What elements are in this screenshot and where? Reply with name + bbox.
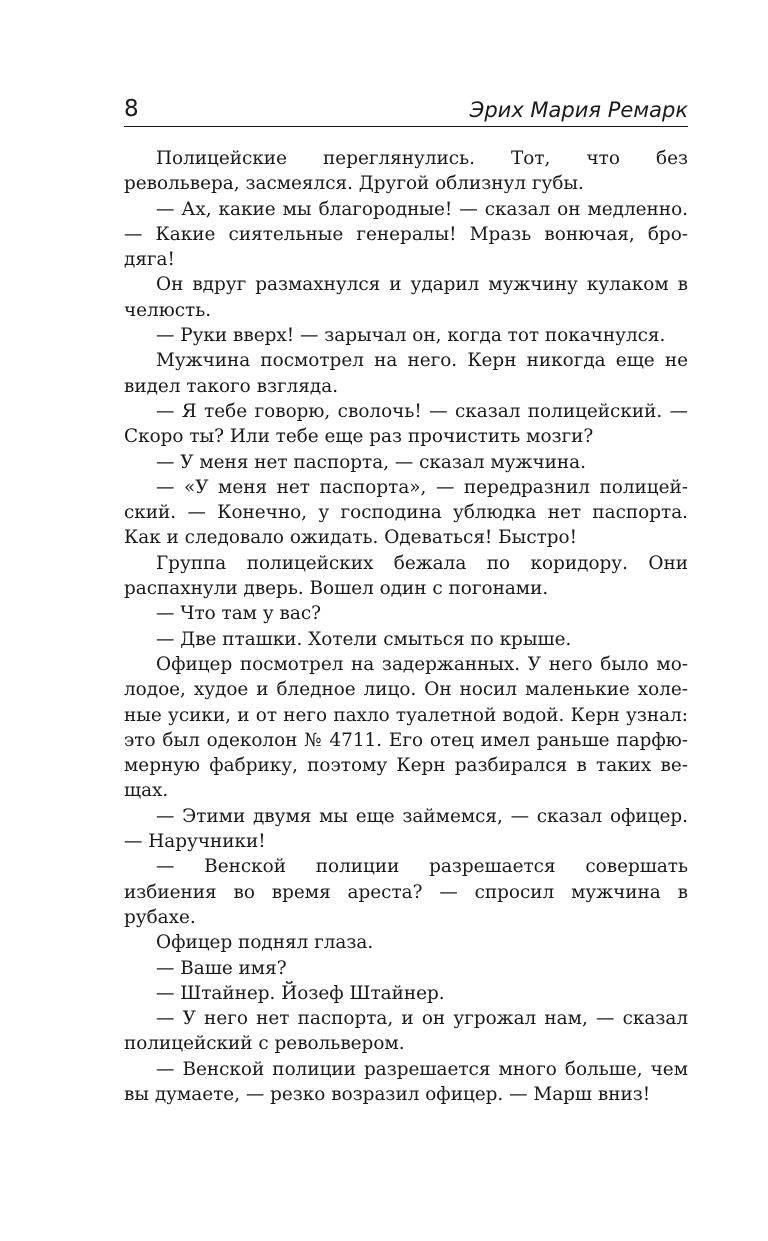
paragraph: Он вдруг размахнулся и ударил мужчину кулаком в челюсть.: [124, 274, 688, 321]
paragraph: — Ах, какие мы благородные! — сказал он медленно. — Какие сиятельные генералы! Мразь вонючая, бродяга!: [124, 198, 688, 271]
paragraph: — У меня нет паспорта, — сказал мужчина.: [156, 451, 586, 473]
paragraph: — «У меня нет паспорта», — передразнил полицейский. — Конечно, у господина ублюдка нет паспорта. Как и следовало ожидать. Одеваться! Быстро!: [124, 476, 688, 549]
paragraph: Полицейские переглянулись. Тот, что без револьвера, засмеялся. Другой облизнул губы.: [124, 148, 688, 195]
paragraph: — Венской полиции разрешается совершать избиения во время ареста? — спросил мужчина в рубахе.: [124, 856, 688, 928]
running-head: [124, 88, 688, 127]
paragraph: Офицер поднял глаза.: [156, 932, 374, 954]
paragraph: — Я тебе говорю, сволочь! — сказал полицейский. — Скоро ты? Или тебе еще раз прочистить мозги?: [124, 400, 688, 448]
paragraph: Мужчина посмотрел на него. Керн никогда еще не видел такого взгляда.: [124, 350, 688, 397]
paragraph: — Венской полиции разрешается много больше, чем вы думаете, — резко возразил офицер. — Марш вниз!: [124, 1058, 688, 1105]
paragraph: Группа полицейских бежала по коридору. Они распахнули дверь. Вошел один с погонами.: [124, 552, 688, 600]
paragraph: — Этими двумя мы еще займемся, — сказал офицер. — Наручники!: [124, 805, 688, 853]
paragraph: — Что там у вас?: [156, 603, 321, 625]
body-text: [124, 146, 688, 1107]
paragraph: — У него нет паспорта, и он угрожал нам, — сказал полицейский с револьвером.: [124, 1008, 688, 1055]
page-number: 8: [124, 96, 139, 122]
author-name: Эрих Мария Ремарк: [469, 98, 688, 122]
paragraph: — Две пташки. Хотели смыться по крыше.: [156, 628, 572, 650]
paragraph: — Руки вверх! — зарычал он, когда тот покачнулся.: [156, 325, 666, 347]
paragraph: — Штайнер. Йозеф Штайнер.: [156, 982, 445, 1004]
paragraph: — Ваше имя?: [156, 957, 287, 979]
paragraph: Офицер посмотрел на задержанных. У него было молодое, худое и бледное лицо. Он носил маленькие холеные усики, и от него пахло туалетной водой. Керн узнал: это был одеколон № 4711. Его отец имел раньше парфюмерную фабрику, поэтому Керн разбирался в таких вещах.: [124, 653, 688, 802]
